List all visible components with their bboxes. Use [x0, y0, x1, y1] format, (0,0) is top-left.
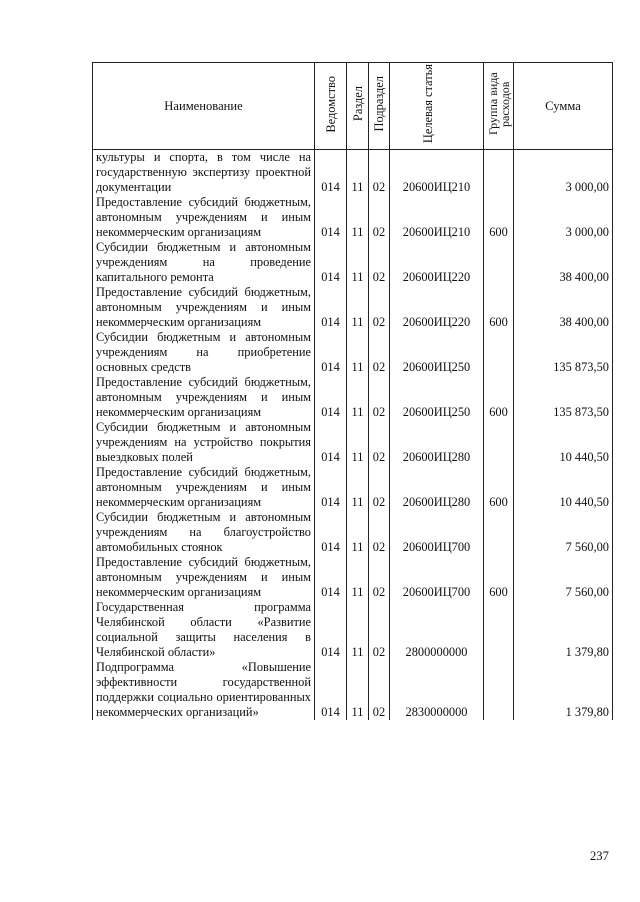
- cell-name: Субсидии бюджетным и автономным учреждениям на благоустройство автомобильных стоянок: [93, 510, 315, 555]
- cell-group: [484, 600, 514, 660]
- cell-section: 11: [347, 510, 369, 555]
- table-row: [93, 195, 613, 240]
- cell-section: 11: [347, 375, 369, 420]
- cell-name: Предоставление субсидий бюджетным, автономным учреждениям и иным некоммерческим организациям: [93, 375, 315, 420]
- cell-dept: 014: [315, 150, 347, 196]
- cell-sum: 135 873,50: [514, 330, 613, 375]
- cell-sum: 7 560,00: [514, 510, 613, 555]
- header-section: Раздел: [347, 63, 369, 150]
- cell-section: 11: [347, 330, 369, 375]
- cell-name: Предоставление субсидий бюджетным, автономным учреждениям и иным некоммерческим организациям: [93, 555, 315, 600]
- cell-name: Субсидии бюджетным и автономным учреждениям на приобретение основных средств: [93, 330, 315, 375]
- cell-subsection: 02: [369, 330, 390, 375]
- table-row: [93, 555, 613, 600]
- page-number: 237: [590, 849, 609, 863]
- cell-sum: 7 560,00: [514, 555, 613, 600]
- cell-dept: 014: [315, 600, 347, 660]
- cell-group: [484, 510, 514, 555]
- cell-dept: 014: [315, 465, 347, 510]
- cell-target: 20600ИЦ700: [390, 555, 484, 600]
- cell-dept: 014: [315, 510, 347, 555]
- cell-section: 11: [347, 195, 369, 240]
- cell-dept: 014: [315, 660, 347, 720]
- cell-subsection: 02: [369, 240, 390, 285]
- cell-section: 11: [347, 660, 369, 720]
- cell-section: 11: [347, 600, 369, 660]
- cell-subsection: 02: [369, 285, 390, 330]
- table-row: [93, 240, 613, 285]
- cell-target: 20600ИЦ210: [390, 195, 484, 240]
- cell-name: Субсидии бюджетным и автономным учреждениям на устройство покрытия выездковых полей: [93, 420, 315, 465]
- cell-sum: 3 000,00: [514, 150, 613, 196]
- header-sum: Сумма: [514, 63, 613, 150]
- table-row: [93, 600, 613, 660]
- header-target: Целевая статья: [390, 63, 484, 150]
- cell-dept: 014: [315, 555, 347, 600]
- cell-name: Субсидии бюджетным и автономным учреждениям на проведение капитального ремонта: [93, 240, 315, 285]
- header-subsection: Подраздел: [369, 63, 390, 150]
- cell-dept: 014: [315, 375, 347, 420]
- cell-target: 20600ИЦ700: [390, 510, 484, 555]
- cell-dept: 014: [315, 195, 347, 240]
- cell-section: 11: [347, 150, 369, 196]
- cell-section: 11: [347, 555, 369, 600]
- cell-group: [484, 330, 514, 375]
- cell-group: [484, 420, 514, 465]
- cell-group: 600: [484, 465, 514, 510]
- header-name: Наименование: [93, 63, 315, 150]
- cell-name: Государственная программа Челябинской области «Развитие социальной защиты населения в Челябинской области»: [93, 600, 315, 660]
- cell-group: 600: [484, 555, 514, 600]
- cell-subsection: 02: [369, 420, 390, 465]
- table-row: [93, 285, 613, 330]
- cell-target: 20600ИЦ280: [390, 420, 484, 465]
- cell-sum: 135 873,50: [514, 375, 613, 420]
- cell-group: [484, 240, 514, 285]
- table-header-row: [93, 63, 613, 150]
- cell-target: 20600ИЦ220: [390, 285, 484, 330]
- cell-name: Подпрограмма «Повышение эффективности государственной поддержки социально ориентированных некоммерческих организаций»: [93, 660, 315, 720]
- table-row: [93, 465, 613, 510]
- cell-name: Предоставление субсидий бюджетным, автономным учреждениям и иным некоммерческим организациям: [93, 285, 315, 330]
- cell-dept: 014: [315, 420, 347, 465]
- table-row: [93, 330, 613, 375]
- cell-section: 11: [347, 420, 369, 465]
- cell-target: 20600ИЦ280: [390, 465, 484, 510]
- cell-subsection: 02: [369, 150, 390, 196]
- budget-table: [92, 62, 613, 720]
- cell-target: 20600ИЦ250: [390, 330, 484, 375]
- table-row: [93, 420, 613, 465]
- cell-name: культуры и спорта, в том числе на государственную экспертизу проектной документации: [93, 150, 315, 196]
- cell-subsection: 02: [369, 465, 390, 510]
- cell-section: 11: [347, 285, 369, 330]
- cell-target: 2800000000: [390, 600, 484, 660]
- cell-sum: 3 000,00: [514, 195, 613, 240]
- table-body: [93, 150, 613, 721]
- cell-subsection: 02: [369, 510, 390, 555]
- cell-target: 20600ИЦ250: [390, 375, 484, 420]
- cell-target: 20600ИЦ210: [390, 150, 484, 196]
- table-row: [93, 375, 613, 420]
- cell-subsection: 02: [369, 600, 390, 660]
- header-group: Группа вида расходов: [484, 63, 514, 150]
- cell-subsection: 02: [369, 375, 390, 420]
- cell-sum: 38 400,00: [514, 240, 613, 285]
- cell-section: 11: [347, 240, 369, 285]
- cell-group: 600: [484, 285, 514, 330]
- table-row: [93, 150, 613, 196]
- cell-group: 600: [484, 195, 514, 240]
- table-row: [93, 510, 613, 555]
- cell-group: [484, 150, 514, 196]
- cell-subsection: 02: [369, 555, 390, 600]
- cell-sum: 1 379,80: [514, 600, 613, 660]
- header-dept: Ведомство: [315, 63, 347, 150]
- table-row: [93, 660, 613, 720]
- cell-subsection: 02: [369, 195, 390, 240]
- cell-group: [484, 660, 514, 720]
- cell-sum: 10 440,50: [514, 465, 613, 510]
- cell-section: 11: [347, 465, 369, 510]
- cell-sum: 10 440,50: [514, 420, 613, 465]
- cell-dept: 014: [315, 330, 347, 375]
- cell-group: 600: [484, 375, 514, 420]
- cell-dept: 014: [315, 240, 347, 285]
- cell-name: Предоставление субсидий бюджетным, автономным учреждениям и иным некоммерческим организациям: [93, 465, 315, 510]
- cell-target: 2830000000: [390, 660, 484, 720]
- cell-name: Предоставление субсидий бюджетным, автономным учреждениям и иным некоммерческим организациям: [93, 195, 315, 240]
- cell-subsection: 02: [369, 660, 390, 720]
- cell-sum: 38 400,00: [514, 285, 613, 330]
- cell-dept: 014: [315, 285, 347, 330]
- cell-target: 20600ИЦ220: [390, 240, 484, 285]
- cell-sum: 1 379,80: [514, 660, 613, 720]
